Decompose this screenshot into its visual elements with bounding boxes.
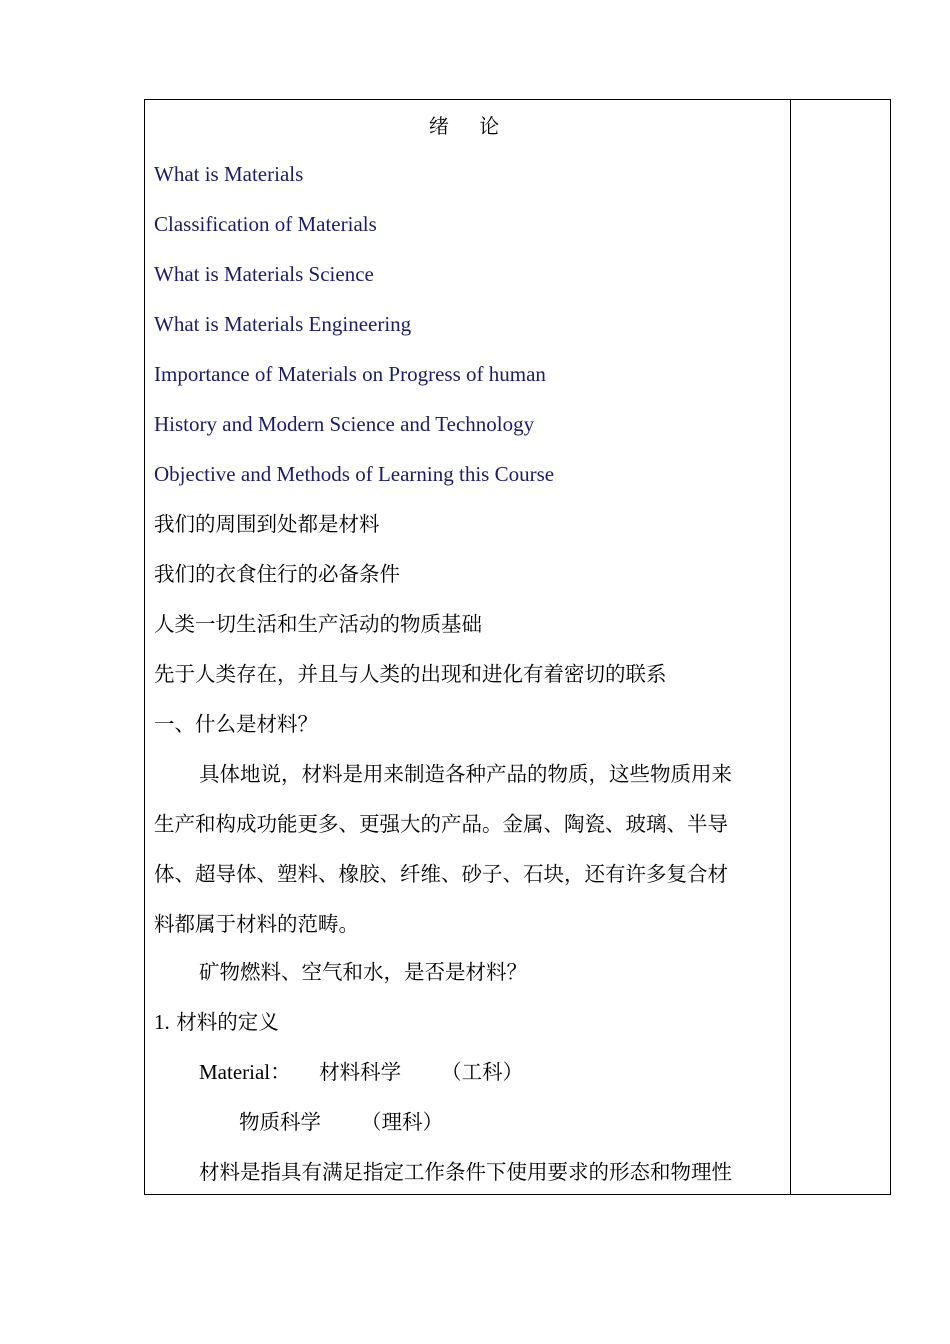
outline-item: Objective and Methods of Learning this Course: [154, 462, 555, 486]
outline-item: Importance of Materials on Progress of human: [154, 362, 546, 386]
outline-item: What is Materials Science: [154, 262, 374, 286]
subheading-text: 材料的定义: [169, 1010, 279, 1034]
outline-item: What is Materials Engineering: [154, 312, 412, 336]
material-label: Material：: [199, 1060, 292, 1084]
subheading-number: 1.: [154, 1010, 170, 1034]
document-table: [144, 99, 891, 1195]
intro-line: 我们的周围到处都是材料: [154, 512, 380, 536]
paragraph-line: 具体地说，材料是用来制造各种产品的物质，这些物质用来: [199, 762, 732, 786]
intro-line: 我们的衣食住行的必备条件: [154, 562, 400, 586]
page-title: 绪 论: [428, 114, 512, 138]
subheading: [154, 1010, 279, 1034]
section-heading: 一、什么是材料？: [154, 712, 318, 736]
intro-line: 人类一切生活和生产活动的物质基础: [154, 612, 482, 636]
paragraph-line: 体、超导体、塑料、橡胶、纤维、砂子、石块，还有许多复合材: [154, 862, 728, 886]
outline-item: What is Materials: [154, 162, 304, 186]
intro-line: 先于人类存在，并且与人类的出现和进化有着密切的联系: [154, 662, 667, 686]
substance-science: 物质科学: [239, 1110, 321, 1134]
substance-science-tag: （理科）: [361, 1110, 443, 1134]
substance-line: [239, 1110, 443, 1134]
material-line: [199, 1060, 523, 1084]
outline-item: Classification of Materials: [154, 212, 377, 236]
question-line: 矿物燃料、空气和水，是否是材料？: [199, 960, 527, 984]
paragraph-line: 料都属于材料的范畴。: [154, 912, 359, 936]
paragraph-line: 生产和构成功能更多、更强大的产品。金属、陶瓷、玻璃、半导: [154, 812, 728, 836]
material-science-tag: （工科）: [441, 1060, 524, 1084]
side-cell: [791, 100, 890, 1194]
material-science: 材料科学: [319, 1060, 402, 1084]
definition-line: 材料是指具有满足指定工作条件下使用要求的形态和物理性: [199, 1160, 732, 1184]
outline-item: History and Modern Science and Technology: [154, 412, 535, 436]
